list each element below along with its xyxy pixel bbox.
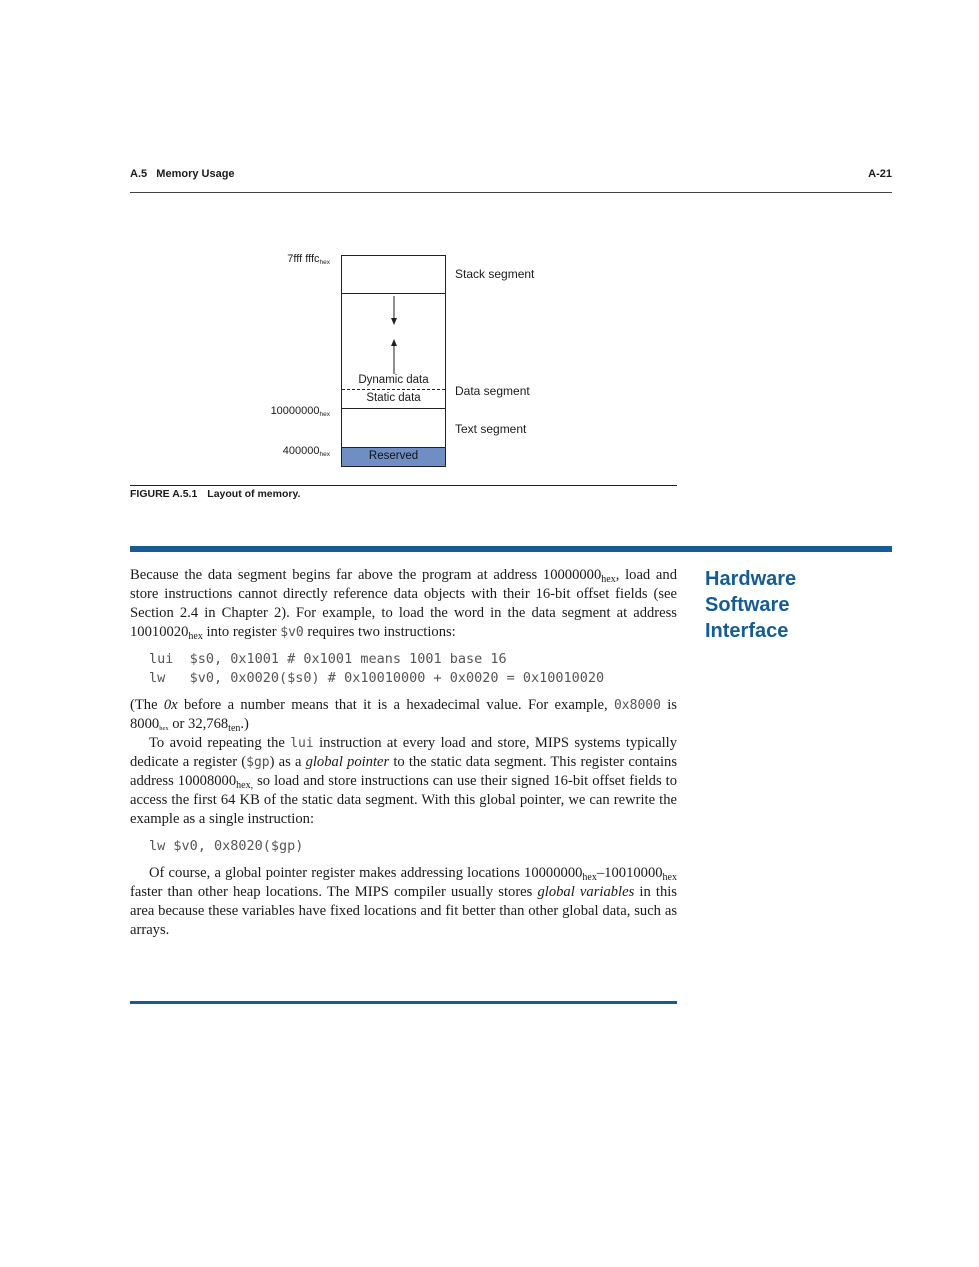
section-title: A.5 Memory Usage: [130, 168, 235, 180]
running-header: [130, 168, 892, 193]
figure-caption: [130, 488, 300, 500]
free-space-box: [341, 293, 446, 409]
figure-number: FIGURE A.5.1: [130, 488, 198, 500]
address-label-text-start: $400000_{hex}$: [282, 445, 330, 458]
text-segment-label: Text segment: [455, 422, 527, 436]
code-example-1: lui $s0, 0x1001 # 0x1001 means 1001 base 16 lw $v0, 0x0020($s0) # 0x10010000 + 0x0020 = 0x10010020: [149, 651, 605, 686]
paragraph-2: (The 0x before a number means that it is a hexadecimal value. For example, 0x8000 is 8000hex or $32,768_{ten}$.): [130, 697, 677, 734]
interface-bottom-bar: [130, 1001, 677, 1004]
code-example-2: lw $v0, 0x8020($gp): [149, 838, 304, 854]
interface-heading: Hardware Software Interface: [705, 568, 797, 642]
interface-top-bar: [130, 546, 892, 552]
static-data-label: Static data: [366, 392, 421, 404]
page-number: A-21: [868, 168, 892, 180]
text-segment-box: [341, 408, 446, 448]
paragraph-4: Of course, a global pointer register makes addressing locations $10000000_{hex}-10010000_{hex}$ faster than other heap locations. The MIPS compiler usually stores global variables in this area because these variables have fixed locations and fit better than other global data, such as arrays.: [130, 865, 677, 938]
interface-body: [130, 566, 677, 940]
arrow-up-icon: [391, 339, 397, 346]
stack-segment-box: [341, 255, 446, 294]
growth-arrows: [342, 294, 445, 376]
dynamic-data-label: Dynamic data: [358, 374, 429, 386]
reserved-label: Reserved: [368, 450, 419, 462]
stack-segment-label: Stack segment: [455, 267, 535, 281]
paragraph-1: Because the data segment begins far above the program at address $10000000_{hex}$, load and store instructions cannot directly reference data objects with their 16-bit offset fields (see Section 2.4 in Chapter 2). For example, to load the word in the data segment at address $10010020_{hex}$ into register $v0 requires two instructions:: [130, 567, 677, 642]
data-segment-label: Data segment: [455, 384, 530, 398]
address-label-data-start: $10000000_{hex}$: [270, 405, 330, 418]
address-label-stack-top: 7fff fffc$_{hex}$: [287, 253, 330, 266]
figure-title: Layout of memory.: [207, 488, 301, 500]
memory-layout-figure: [130, 235, 677, 505]
figure-rule: [130, 485, 677, 486]
paragraph-3: To avoid repeating the lui instruction at every load and store, MIPS systems typically dedicate a register ($gp) as a global pointer to the static data segment. This register contains address $10008000_{hex,}$ so load and store instructions can use their signed 16-bit offset fields to access the first 64 KB of the static data segment. With this global pointer, we can rewrite the example as a single instruction:: [130, 735, 677, 827]
dynamic-static-divider: [342, 389, 445, 390]
reserved-box: [341, 447, 446, 467]
arrow-down-icon: [391, 318, 397, 325]
